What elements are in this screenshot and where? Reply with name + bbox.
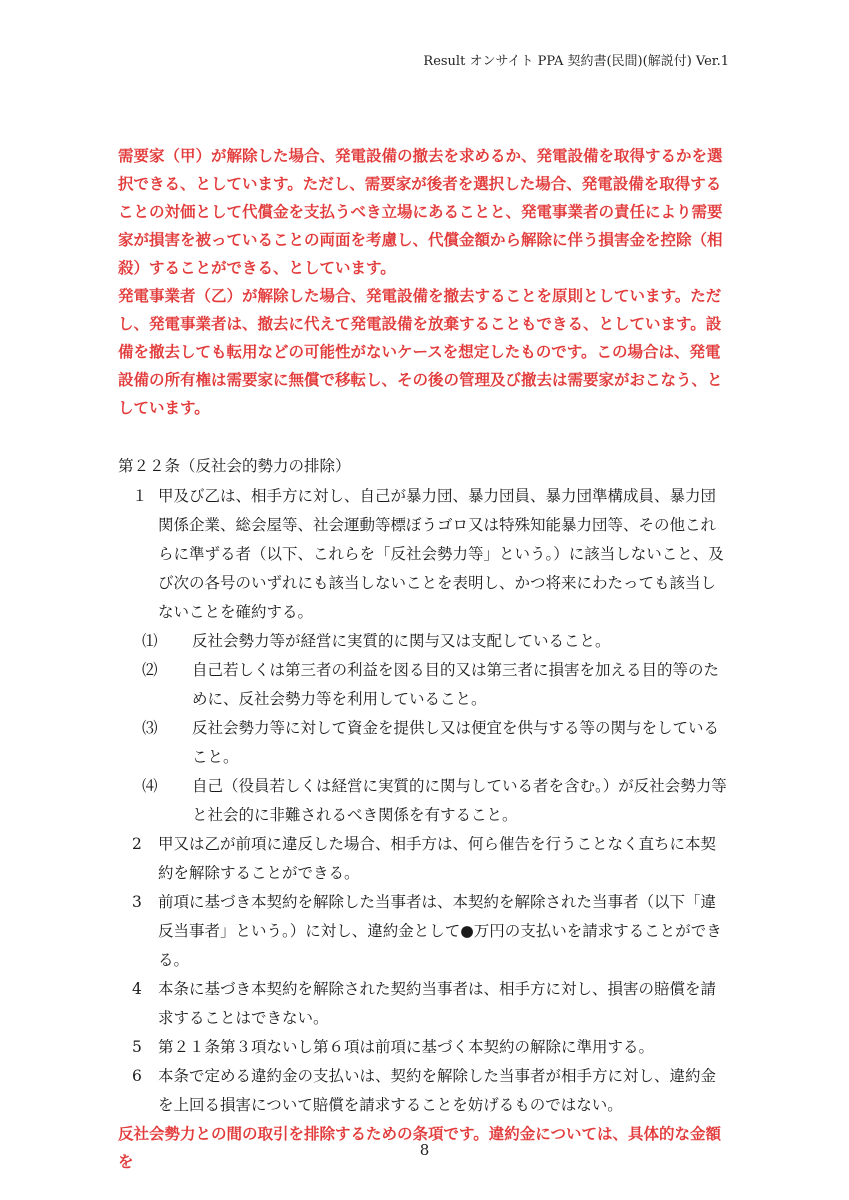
article-subitem	[118, 627, 730, 656]
article-subitem	[118, 714, 730, 772]
subitem-text: 自己若しくは第三者の利益を図る目的又は第三者に損害を加える目的等のために、反社会勢力等を利用していること。	[192, 661, 720, 708]
item-text: 第２１条第３項ないし第６項は前項に基づく本契約の解除に準用する。	[158, 1038, 655, 1056]
item-number: 3	[132, 893, 142, 911]
subitem-text: 反社会勢力等が経営に実質的に関与又は支配していること。	[192, 632, 611, 650]
article-subitem	[118, 772, 730, 830]
item-number: 2	[132, 835, 142, 853]
document-header: Result オンサイト PPA 契約書(民間)(解説付) Ver.1	[423, 54, 729, 69]
item-number: 6	[132, 1067, 142, 1085]
item-text: 本条で定める違約金の支払いは、契約を解除した当事者が相手方に対し、違約金を上回る損害について賠償を請求することを妨げるものではない。	[158, 1067, 717, 1114]
item-number: 5	[132, 1038, 142, 1056]
article-subitem	[118, 656, 730, 714]
article-item	[118, 888, 730, 975]
subitem-text: 自己（役員若しくは経営に実質的に関与している者を含む。）が反社会勢力等と社会的に非難されるべき関係を有すること。	[192, 777, 727, 824]
item-text: 本条に基づき本契約を解除された契約当事者は、相手方に対し、損害の賠償を請求することはできない。	[158, 980, 717, 1027]
item-text: 前項に基づき本契約を解除した当事者は、本契約を解除された当事者（以下「違反当事者」という。）に対し、違約金として●万円の支払いを請求することができる。	[158, 893, 722, 969]
article-item	[118, 1033, 730, 1062]
subitem-text: 反社会勢力等に対して資金を提供し又は便宜を供与する等の関与をしていること。	[192, 719, 720, 766]
page-content	[118, 142, 730, 1176]
page-number: 8	[419, 1141, 430, 1159]
commentary-paragraph: 反社会勢力との間の取引を排除するための条項です。違約金については、具体的な金額を	[118, 1124, 721, 1171]
item-number: 4	[132, 980, 142, 998]
item-text: 甲又は乙が前項に違反した場合、相手方は、何ら催告を行うことなく直ちに本契約を解除することができる。	[158, 835, 717, 882]
article-title: 第２２条（反社会的勢力の排除）	[118, 457, 351, 475]
commentary-paragraph: 需要家（甲）が解除した場合、発電設備の撤去を求めるか、発電設備を取得するかを選択できる、としています。ただし、需要家が後者を選択した場合、発電設備を取得することの対価として代償金を支払うべき立場にあることと、発電事業者の責任により需要家が損害を被っていることの両面を考慮し、代償金額から解除に伴う損害金を控除（相殺）することができる、としています。	[118, 146, 723, 277]
article-item	[118, 830, 730, 888]
commentary-paragraph: 発電事業者（乙）が解除した場合、発電設備を撤去することを原則としています。ただし、発電事業者は、撤去に代えて発電設備を放棄することもできる、としています。設備を撤去しても転用などの可能性がないケースを想定したものです。この場合は、発電設備の所有権は需要家に無償で移転し、その後の管理及び撤去は需要家がおこなう、としています。	[118, 286, 723, 417]
article-item	[118, 482, 730, 627]
item-number: １	[132, 487, 148, 505]
subitem-number: ⑵	[142, 661, 158, 679]
subitem-number: ⑷	[142, 777, 158, 795]
article-item	[118, 1062, 730, 1120]
subitem-number: ⑶	[142, 719, 158, 737]
article-item	[118, 975, 730, 1033]
item-text: 甲及び乙は、相手方に対し、自己が暴力団、暴力団員、暴力団準構成員、暴力団関係企業、総会屋等、社会運動等標ぼうゴロ又は特殊知能暴力団等、その他これらに準ずる者（以下、これらを「反社会勢力等」という。）に該当しないこと、及び次の各号のいずれにも該当しないことを表明し、かつ将来にわたっても該当しないことを確約する。	[158, 487, 724, 621]
subitem-number: ⑴	[142, 632, 158, 650]
